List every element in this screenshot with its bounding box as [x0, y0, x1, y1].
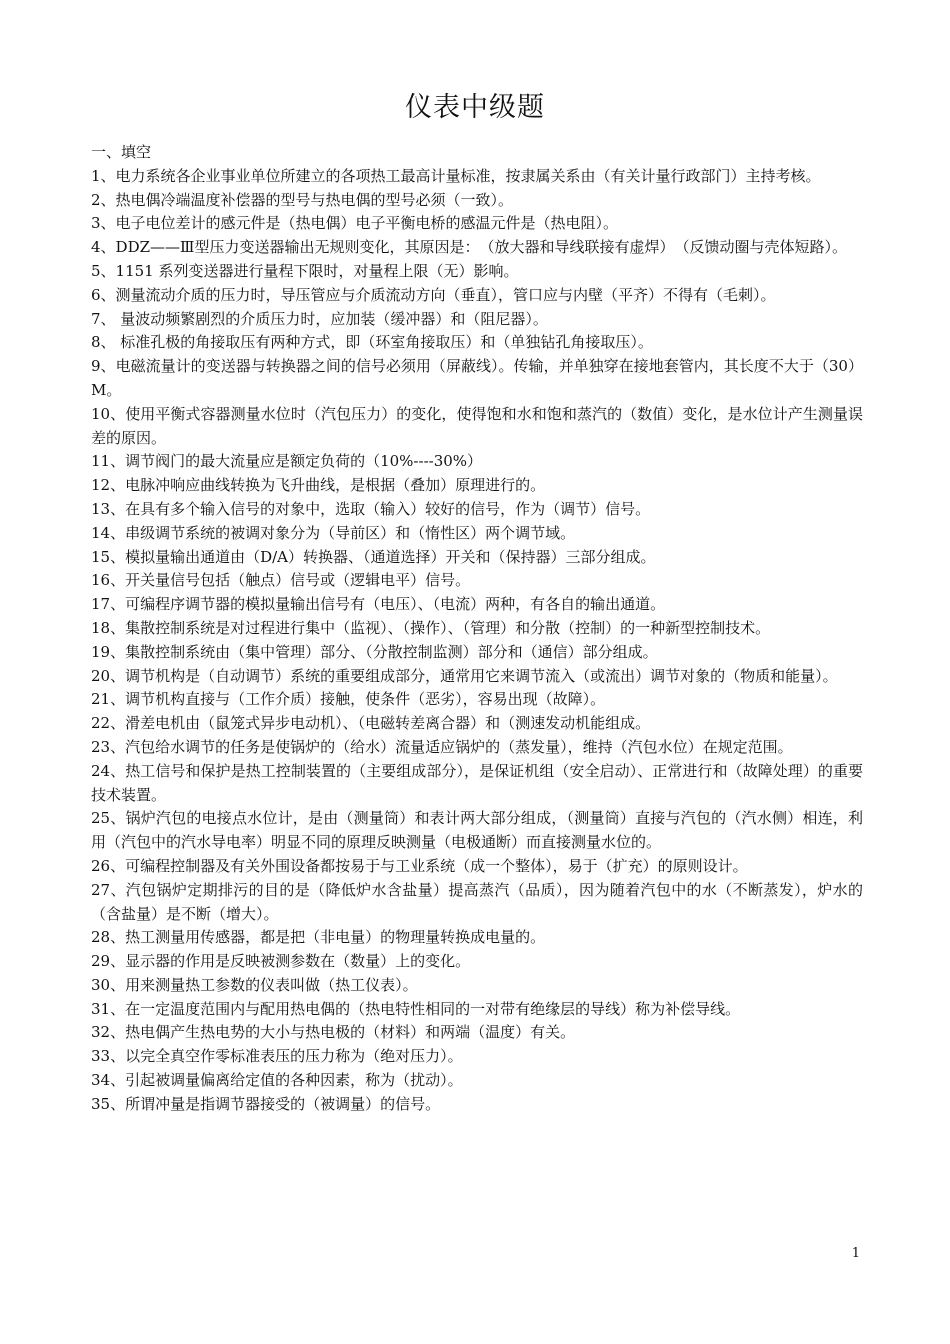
question-item-24: 24、热工信号和保护是热工控制装置的（主要组成部分），是保证机组（安全启动）、正常进行和（故障处理）的重要技术装置。 [91, 761, 863, 804]
question-item-20: 20、调节机构是（自动调节）系统的重要组成部分，通常用它来调节流入（或流出）调节对象的（物质和能量）。 [91, 666, 838, 685]
question-item-5: 5、1151 系列变送器进行量程下限时，对量程上限（无）影响。 [91, 261, 519, 280]
question-item-2: 2、热电偶冷端温度补偿器的型号与热电偶的型号必须（一致）。 [91, 190, 514, 209]
question-item-6: 6、测量流动介质的压力时，导压管应与介质流动方向（垂直），管口应与内壁（平齐）不得有（毛刺）。 [91, 285, 776, 304]
question-item-26: 26、可编程控制器及有关外围设备都按易于与工业系统（成一个整体），易于（扩充）的原则设计。 [91, 856, 748, 875]
question-item-22: 22、滑差电机由（鼠笼式异步电动机）、（电磁转差离合器）和（测速发动机能组成。 [91, 714, 651, 733]
document-body [91, 141, 863, 1117]
question-item-25: 25、锅炉汽包的电接点水位计，是由（测量筒）和表计两大部分组成，（测量筒）直接与汽包的（汽水侧）相连，利用（汽包中的汽水导电率）明显不同的原理反映测量（电极通断）而直接测量水位的。 [91, 809, 863, 852]
question-item-28: 28、热工测量用传感器，都是把（非电量）的物理量转换成电量的。 [91, 928, 546, 947]
question-item-3: 3、电子电位差计的感元件是（热电偶）电子平衡电桥的感温元件是（热电阻）。 [91, 214, 619, 233]
question-item-10: 10、使用平衡式容器测量水位时（汽包压力）的变化，使得饱和水和饱和蒸汽的（数值）变化，是水位计产生测量误差的原因。 [91, 404, 863, 447]
section-heading: 一、填空 [91, 143, 152, 161]
question-item-30: 30、用来测量热工参数的仪表叫做（热工仪表）。 [91, 975, 418, 994]
question-item-12: 12、电脉冲响应曲线转换为飞升曲线，是根据（叠加）原理进行的。 [91, 476, 546, 495]
question-item-33: 33、以完全真空作零标准表压的压力称为（绝对压力）。 [91, 1047, 463, 1066]
page-number: 1 [851, 1246, 860, 1261]
question-item-21: 21、调节机构直接与（工作介质）接触，使条件（恶劣），容易出现（故障）。 [91, 690, 606, 709]
question-item-15: 15、模拟量输出通道由（D/A）转换器、（通道选择）开关和（保持器）三部分组成。 [91, 547, 656, 566]
question-item-32: 32、热电偶产生热电势的大小与热电极的（材料）和两端（温度）有关。 [91, 1023, 576, 1042]
question-item-14: 14、串级调节系统的被调对象分为（导前区）和（惰性区）两个调节域。 [91, 523, 576, 542]
question-item-18: 18、集散控制系统是对过程进行集中（监视）、（操作）、（管理）和分散（控制）的一种新型控制技术。 [91, 618, 771, 637]
question-item-9: 9、电磁流量计的变送器与转换器之间的信号必须用（屏蔽线）。传输，并单独穿在接地套管内，其长度不大于（30）M。 [91, 357, 863, 399]
question-item-19: 19、集散控制系统由（集中管理）部分、（分散控制监测）部分和（通信）部分组成。 [91, 642, 658, 661]
question-item-31: 31、在一定温度范围内与配用热电偶的（热电特性相同的一对带有绝缘层的导线）称为补偿导线。 [91, 999, 741, 1018]
question-item-29: 29、显示器的作用是反映被测参数在（数量）上的变化。 [91, 952, 471, 971]
question-item-13: 13、在具有多个输入信号的对象中，选取（输入）较好的信号，作为（调节）信号。 [91, 499, 651, 518]
question-item-17: 17、可编程序调节器的模拟量输出信号有（电压）、（电流）两种，有各自的输出通道。 [91, 595, 666, 614]
question-item-11: 11、调节阀门的最大流量应是额定负荷的（10%----30%） [91, 452, 483, 471]
question-item-7: 7、 量波动频繁剧烈的介质压力时，应加装（缓冲器）和（阻尼器）。 [91, 309, 548, 328]
question-item-8: 8、 标准孔极的角接取压有两种方式，即（环室角接取压）和（单独钻孔角接取压）。 [91, 333, 653, 352]
question-item-35: 35、所谓冲量是指调节器接受的（被调量）的信号。 [91, 1094, 441, 1113]
question-item-34: 34、引起被调量偏离给定值的各种因素，称为（扰动）。 [91, 1071, 463, 1090]
question-item-23: 23、汽包给水调节的任务是使锅炉的（给水）流量适应锅炉的（蒸发量），维持（汽包水位）在规定范围。 [91, 737, 793, 756]
question-item-4: 4、DDZ——Ⅲ型压力变送器输出无规则变化，其原因是： （放大器和导线联接有虚焊） （反馈动圈与壳体短路）。 [91, 238, 847, 257]
question-item-16: 16、开关量信号包括（触点）信号或（逻辑电平）信号。 [91, 571, 471, 590]
question-item-1: 1、电力系统各企业事业单位所建立的各项热工最高计量标准，按隶属关系由（有关计量行政部门）主持考核。 [91, 166, 821, 185]
page-title: 仪表中级题 [405, 92, 545, 123]
question-item-27: 27、汽包锅炉定期排污的目的是（降低炉水含盐量）提高蒸汽（品质），因为随着汽包中的水（不断蒸发），炉水的（含盐量）是不断（增大）。 [91, 880, 863, 923]
